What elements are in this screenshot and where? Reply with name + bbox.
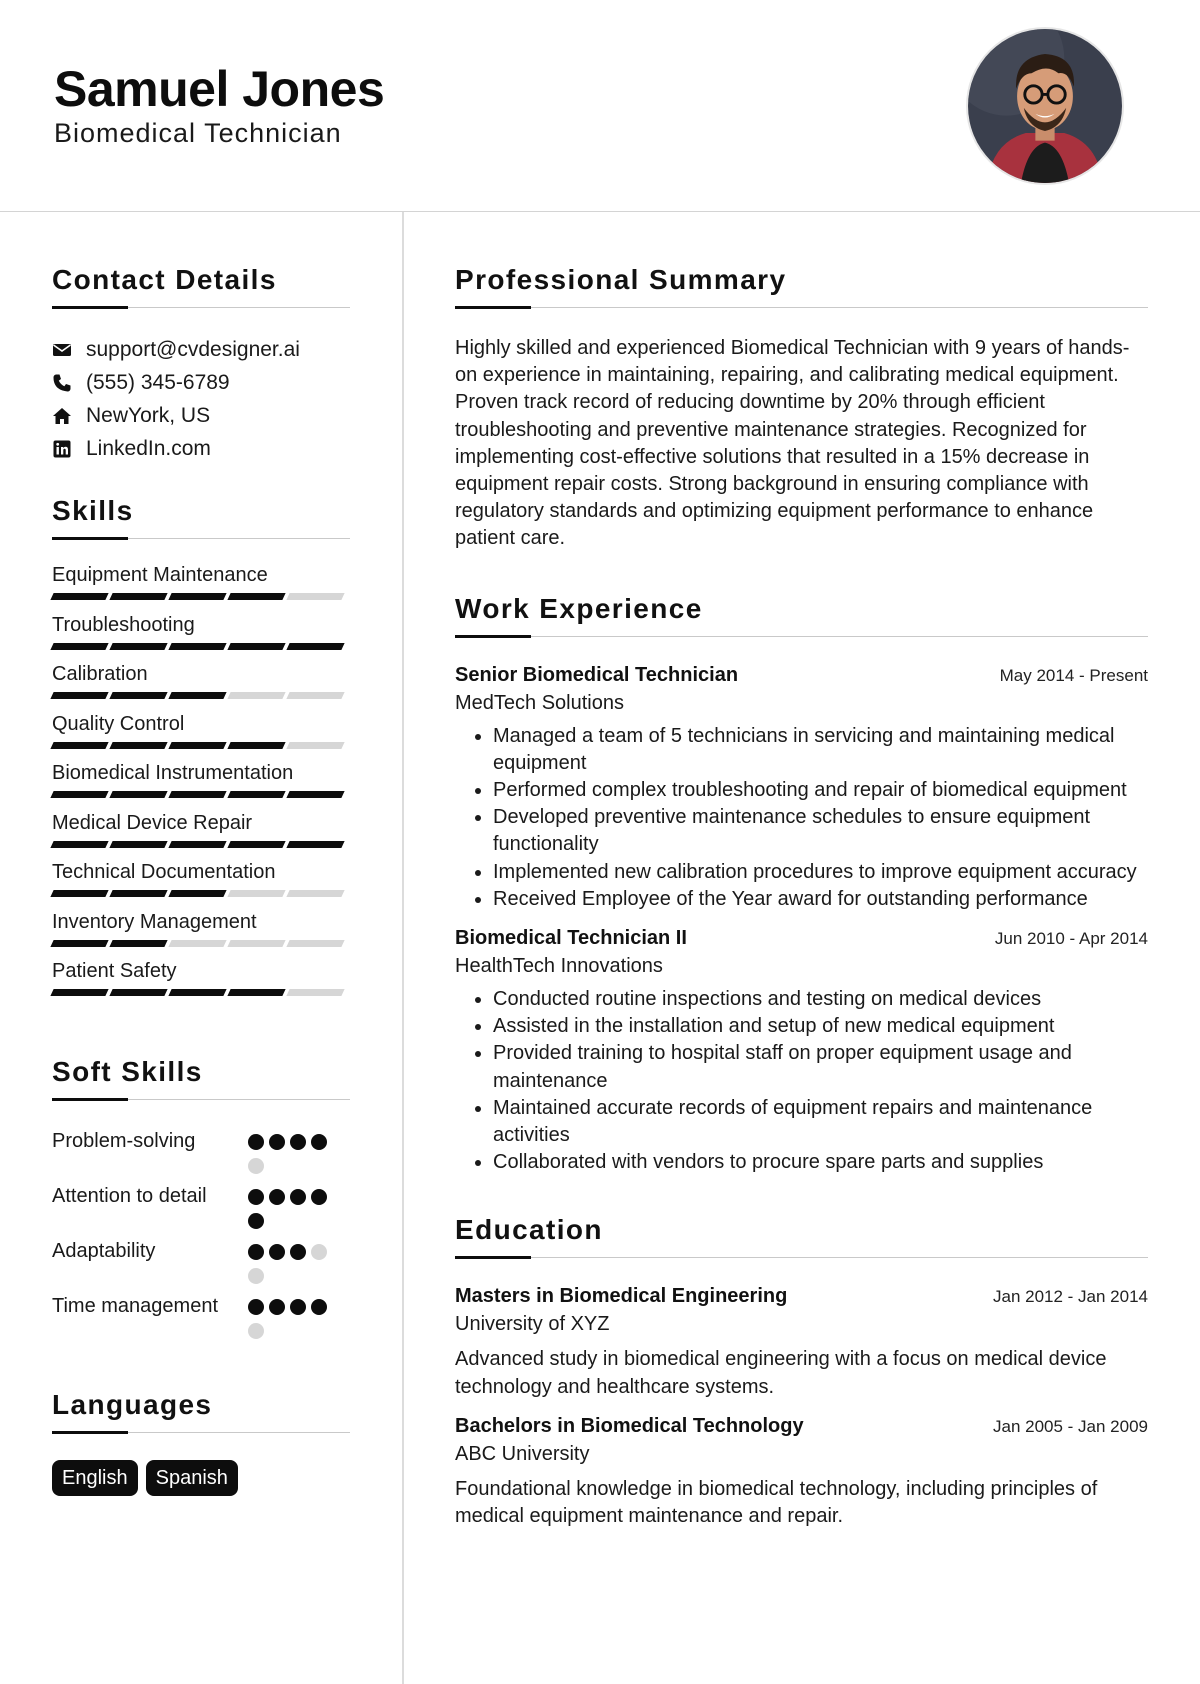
soft-skill-name: Problem-solving <box>52 1129 196 1152</box>
education-entry <box>455 1285 1148 1400</box>
rating-dot <box>248 1323 264 1339</box>
rating-dot <box>269 1244 285 1260</box>
rating-dot <box>248 1158 264 1174</box>
skill-level-segment <box>286 890 344 897</box>
skill-level-bar <box>52 890 350 897</box>
section-title-education: Education <box>455 1214 603 1246</box>
job-company: HealthTech Innovations <box>455 955 663 978</box>
degree-name: Masters in Biomedical Engineering <box>455 1285 788 1308</box>
education-entry <box>455 1415 1148 1530</box>
job-bullet: • Performed complex troubleshooting and repair of biomedical equipment <box>493 777 1148 804</box>
skill-level-segment <box>109 890 167 897</box>
skill-level-segment <box>286 593 344 600</box>
job-entry <box>455 664 1148 913</box>
skill-level-bar <box>52 841 350 848</box>
rating-dot <box>311 1134 327 1150</box>
skill-level-segment <box>50 890 108 897</box>
job-bullet: • Provided training to hospital staff on proper equipment usage and maintenance <box>493 1040 1148 1094</box>
skill-level-segment <box>168 643 226 650</box>
skills-section <box>52 495 350 1008</box>
skill-level-bar <box>52 742 350 749</box>
skill-level-segment <box>109 643 167 650</box>
skill-level-segment <box>109 593 167 600</box>
skill-level-segment <box>168 742 226 749</box>
skill-name: Quality Control <box>52 712 185 735</box>
skill-level-segment <box>227 791 285 798</box>
section-rule <box>52 1431 350 1434</box>
skill-level-segment <box>109 989 167 996</box>
soft-skill-rating <box>248 1292 338 1339</box>
rating-dot <box>248 1268 264 1284</box>
job-bullet: • Maintained accurate records of equipment repairs and maintenance activities <box>493 1095 1148 1149</box>
education-description: Advanced study in biomedical engineering with a focus on medical device technology and healthcare systems. <box>455 1348 1107 1398</box>
candidate-title: Biomedical Technician <box>54 118 342 148</box>
job-bullet: • Developed preventive maintenance schedules to ensure equipment functionality <box>493 804 1148 858</box>
skill-level-segment <box>109 692 167 699</box>
skill-item <box>52 909 350 959</box>
rating-dot <box>248 1189 264 1205</box>
skill-level-segment <box>227 692 285 699</box>
section-title-soft-skills: Soft Skills <box>52 1055 203 1087</box>
rating-dot <box>311 1189 327 1205</box>
skill-level-segment <box>168 890 226 897</box>
summary-text: Highly skilled and experienced Biomedical Technician with 9 years of hands-on experience in maintaining, repairing, and calibrating medical equipment. Proven track record of reducing downtime by 20% through efficient troubleshooting and preventive maintenance strategies. Recognized for implementing cost-effective solutions that resulted in a 15% decrease in equipment repair costs. Strong background in ensuring compliance with regulatory standards and optimizing equipment performance to enhance patient care. <box>455 337 1130 550</box>
work-experience-section <box>455 593 1148 1177</box>
section-rule <box>455 1256 1148 1259</box>
skill-name: Technical Documentation <box>52 861 276 883</box>
job-bullet: • Implemented new calibration procedures to improve equipment accuracy <box>493 859 1148 886</box>
skill-level-segment <box>227 742 285 749</box>
column-divider <box>402 212 404 1684</box>
home-icon <box>52 406 86 426</box>
skill-level-segment <box>286 940 344 947</box>
skill-level-segment <box>109 841 167 848</box>
section-rule <box>455 635 1148 638</box>
main-content <box>455 212 1148 1530</box>
job-bullet: • Assisted in the installation and setup of new medical equipment <box>493 1013 1148 1040</box>
skill-name: Biomedical Instrumentation <box>52 762 294 784</box>
job-bullets <box>455 723 1148 913</box>
skill-level-segment <box>227 890 285 897</box>
skill-list <box>52 562 350 1008</box>
skill-level-segment <box>227 989 285 996</box>
job-entry <box>455 927 1148 1176</box>
skill-level-segment <box>50 643 108 650</box>
job-role: Senior Biomedical Technician <box>455 663 739 686</box>
contact-phone[interactable] <box>52 366 350 399</box>
soft-skill-list <box>52 1127 350 1339</box>
skill-level-segment <box>50 692 108 699</box>
section-title-skills: Skills <box>52 495 134 526</box>
skill-item <box>52 562 350 612</box>
section-title-languages: Languages <box>52 1388 213 1420</box>
rating-dot <box>290 1134 306 1150</box>
contact-phone-text: (555) 345-6789 <box>86 370 230 394</box>
contact-email-text: support@cvdesigner.ai <box>86 337 300 361</box>
rating-dot <box>290 1189 306 1205</box>
job-bullet: • Managed a team of 5 technicians in servicing and maintaining medical equipment <box>493 723 1148 777</box>
section-rule <box>52 1098 350 1101</box>
education-description: Foundational knowledge in biomedical technology, including principles of medical equipment maintenance and repair. <box>455 1477 1098 1528</box>
skill-name: Troubleshooting <box>52 613 195 636</box>
skill-level-segment <box>168 593 226 600</box>
school-name: University of XYZ <box>455 1313 610 1336</box>
skill-item <box>52 810 350 860</box>
job-bullet: • Conducted routine inspections and testing on medical devices <box>493 986 1148 1013</box>
skill-level-segment <box>50 791 108 798</box>
phone-icon <box>52 373 86 393</box>
language-tag: English <box>52 1460 138 1496</box>
skill-item <box>52 612 350 662</box>
skill-level-segment <box>227 841 285 848</box>
skill-level-segment <box>227 593 285 600</box>
skill-level-segment <box>109 940 167 947</box>
skill-level-segment <box>109 791 167 798</box>
rating-dot <box>269 1299 285 1315</box>
candidate-name: Samuel Jones <box>54 61 385 117</box>
skill-level-bar <box>52 692 350 699</box>
skill-level-segment <box>227 940 285 947</box>
job-bullets <box>455 986 1148 1176</box>
skill-level-segment <box>286 841 344 848</box>
contact-email[interactable] <box>52 333 350 366</box>
skill-level-segment <box>50 940 108 947</box>
skill-name: Medical Device Repair <box>52 811 253 834</box>
skill-level-segment <box>168 791 226 798</box>
profile-photo-illustration <box>968 29 1122 183</box>
skill-name: Inventory Management <box>52 910 257 933</box>
education-section <box>455 1214 1148 1530</box>
skill-level-segment <box>286 989 344 996</box>
resume-header <box>0 0 1200 212</box>
linkedin-icon <box>52 439 86 459</box>
sidebar <box>52 212 350 1496</box>
job-company: MedTech Solutions <box>455 691 624 714</box>
skill-name: Patient Safety <box>52 960 177 982</box>
skill-item <box>52 859 350 909</box>
rating-dot <box>248 1244 264 1260</box>
education-dates: Jan 2012 - Jan 2014 <box>992 1287 1148 1307</box>
skill-level-segment <box>168 989 226 996</box>
skill-level-segment <box>286 692 344 699</box>
contact-location-text: NewYork, US <box>86 403 211 427</box>
soft-skill-item <box>52 1237 350 1284</box>
skill-level-segment <box>168 692 226 699</box>
skill-item <box>52 711 350 761</box>
skill-level-segment <box>50 593 108 600</box>
summary-section <box>455 264 1148 553</box>
section-rule <box>52 306 350 309</box>
rating-dot <box>311 1299 327 1315</box>
skill-level-segment <box>168 940 226 947</box>
rating-dot <box>269 1189 285 1205</box>
soft-skill-item <box>52 1292 350 1339</box>
skill-level-segment <box>50 989 108 996</box>
skill-level-segment <box>286 742 344 749</box>
soft-skill-name: Adaptability <box>52 1239 156 1262</box>
soft-skill-item <box>52 1182 350 1229</box>
degree-name: Bachelors in Biomedical Technology <box>455 1414 804 1437</box>
skill-level-segment <box>227 643 285 650</box>
education-dates: Jan 2005 - Jan 2009 <box>992 1416 1148 1436</box>
skill-level-bar <box>52 940 350 947</box>
section-rule <box>52 537 350 540</box>
envelope-icon <box>52 340 86 360</box>
skill-item <box>52 958 350 1008</box>
rating-dot <box>248 1299 264 1315</box>
skill-level-bar <box>52 989 350 996</box>
rating-dot <box>248 1213 264 1229</box>
job-bullet: • Received Employee of the Year award for outstanding performance <box>493 886 1148 913</box>
skill-name: Calibration <box>52 663 148 685</box>
soft-skills-section <box>52 1056 350 1339</box>
rating-dot <box>311 1244 327 1260</box>
section-title-summary: Professional Summary <box>455 264 787 295</box>
job-bullet: • Collaborated with vendors to procure spare parts and supplies <box>493 1149 1148 1176</box>
contact-location <box>52 399 350 432</box>
job-dates: May 2014 - Present <box>999 665 1148 685</box>
section-title-contact: Contact Details <box>52 264 277 295</box>
language-tag: Spanish <box>146 1460 238 1496</box>
soft-skill-rating <box>248 1127 338 1174</box>
contact-linkedin[interactable] <box>52 432 350 465</box>
soft-skill-name: Attention to detail <box>52 1184 207 1207</box>
skill-level-segment <box>50 841 108 848</box>
soft-skill-rating <box>248 1237 338 1284</box>
skill-item <box>52 760 350 810</box>
profile-photo <box>966 27 1124 185</box>
section-rule <box>455 306 1148 309</box>
soft-skill-item <box>52 1127 350 1174</box>
school-name: ABC University <box>455 1442 590 1465</box>
skill-level-segment <box>168 841 226 848</box>
skill-level-bar <box>52 791 350 798</box>
skill-level-segment <box>50 742 108 749</box>
job-dates: Jun 2010 - Apr 2014 <box>994 929 1148 949</box>
job-role: Biomedical Technician II <box>455 927 687 950</box>
soft-skill-name: Time management <box>52 1294 218 1317</box>
skill-name: Equipment Maintenance <box>52 564 268 586</box>
section-title-work: Work Experience <box>455 592 703 624</box>
rating-dot <box>290 1299 306 1315</box>
languages-section <box>52 1389 350 1496</box>
soft-skill-rating <box>248 1182 338 1229</box>
rating-dot <box>269 1134 285 1150</box>
contact-section <box>52 264 350 465</box>
contact-linkedin-text: LinkedIn.com <box>86 436 211 460</box>
rating-dot <box>248 1134 264 1150</box>
skill-level-bar <box>52 593 350 600</box>
skill-level-segment <box>109 742 167 749</box>
skill-level-segment <box>286 791 344 798</box>
skill-level-bar <box>52 643 350 650</box>
rating-dot <box>290 1244 306 1260</box>
skill-item <box>52 661 350 711</box>
skill-level-segment <box>286 643 344 650</box>
